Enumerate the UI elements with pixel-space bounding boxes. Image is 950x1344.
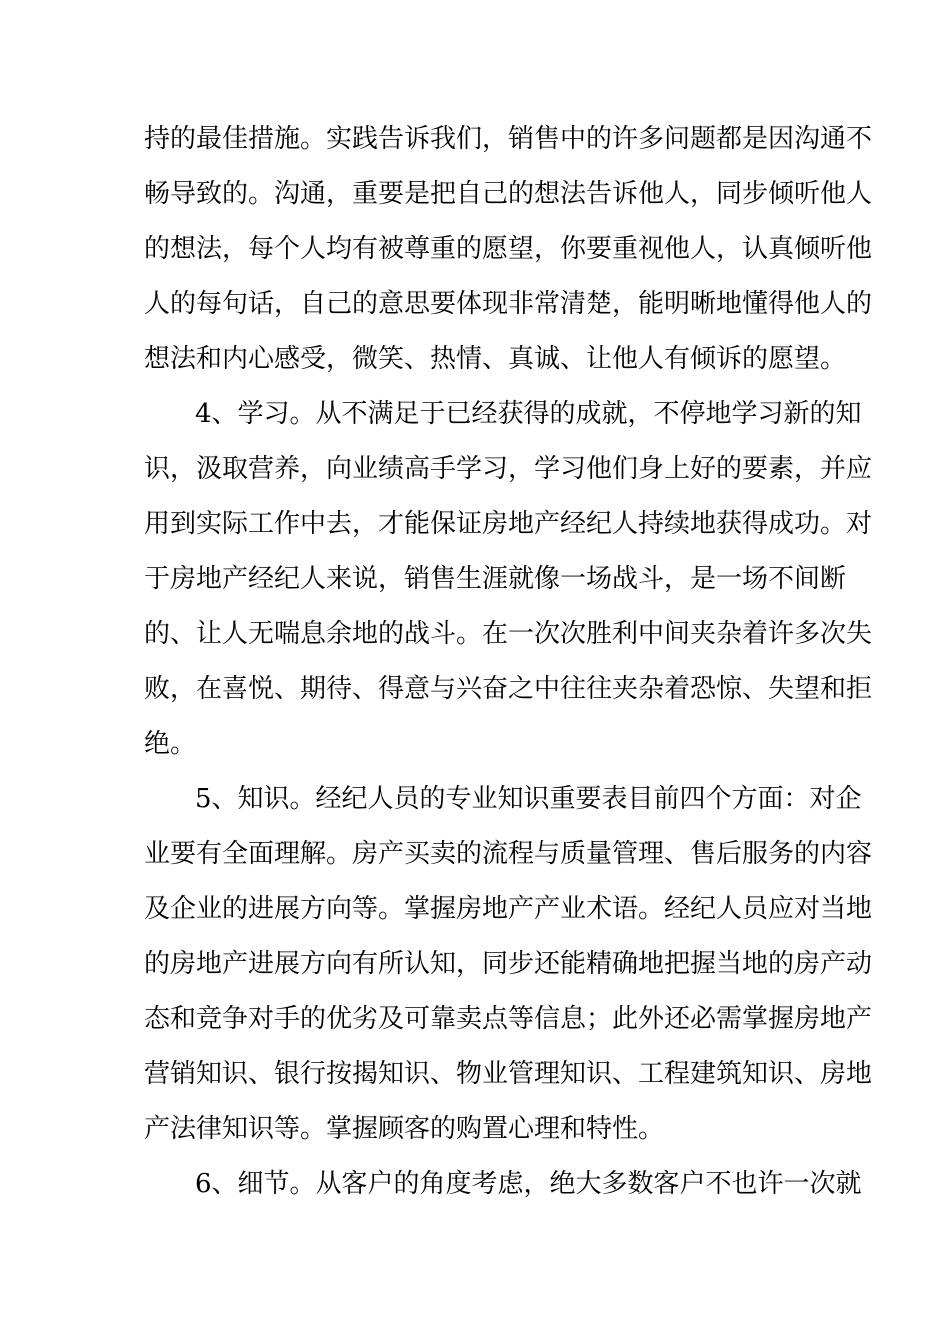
text-line: 业要有全面理解。房产买卖的流程与质量管理、售后服务的内容 bbox=[144, 839, 873, 869]
text-line: 用到实际工作中去，才能保证房地产经纪人持续地获得成功。对 bbox=[144, 509, 873, 539]
text-line: 识，汲取营养，向业绩高手学习，学习他们身上好的要素，并应 bbox=[144, 454, 873, 484]
text-line: 4、学习。从不满足于已经获得的成就，不停地学习新的知 bbox=[195, 399, 862, 429]
text-line: 及企业的进展方向等。掌握房地产产业术语。经纪人员应对当地 bbox=[144, 894, 873, 924]
text-line: 绝。 bbox=[144, 729, 197, 759]
text-line: 人的每句话，自己的意思要体现非常清楚，能明晰地懂得他人的 bbox=[144, 289, 873, 319]
text-line: 的想法，每个人均有被尊重的愿望，你要重视他人，认真倾听他 bbox=[144, 234, 873, 264]
text-line: 6、细节。从客户的角度考虑，绝大多数客户不也许一次就 bbox=[195, 1169, 862, 1199]
text-line: 想法和内心感受，微笑、热情、真诚、让他人有倾诉的愿望。 bbox=[144, 344, 847, 374]
text-line: 的、让人无喘息余地的战斗。在一次次胜利中间夹杂着许多次失 bbox=[144, 619, 873, 649]
text-line: 于房地产经纪人来说，销售生涯就像一场战斗，是一场不间断 bbox=[144, 564, 847, 594]
text-line: 持的最佳措施。实践告诉我们，销售中的许多问题都是因沟通不 bbox=[144, 124, 873, 154]
text-line: 的房地产进展方向有所认知，同步还能精确地把握当地的房产动 bbox=[144, 949, 873, 979]
text-line: 败，在喜悦、期待、得意与兴奋之中往往夹杂着恐惊、失望和拒 bbox=[144, 674, 873, 704]
text-line: 态和竞争对手的优劣及可靠卖点等信息；此外还必需掌握房地产 bbox=[144, 1004, 873, 1034]
text-line: 5、知识。经纪人员的专业知识重要表目前四个方面：对企 bbox=[195, 784, 862, 814]
text-line: 产法律知识等。掌握顾客的购置心理和特性。 bbox=[144, 1114, 665, 1144]
text-line: 营销知识、银行按揭知识、物业管理知识、工程建筑知识、房地 bbox=[144, 1059, 873, 1089]
text-line: 畅导致的。沟通，重要是把自己的想法告诉他人，同步倾听他人 bbox=[144, 179, 873, 209]
